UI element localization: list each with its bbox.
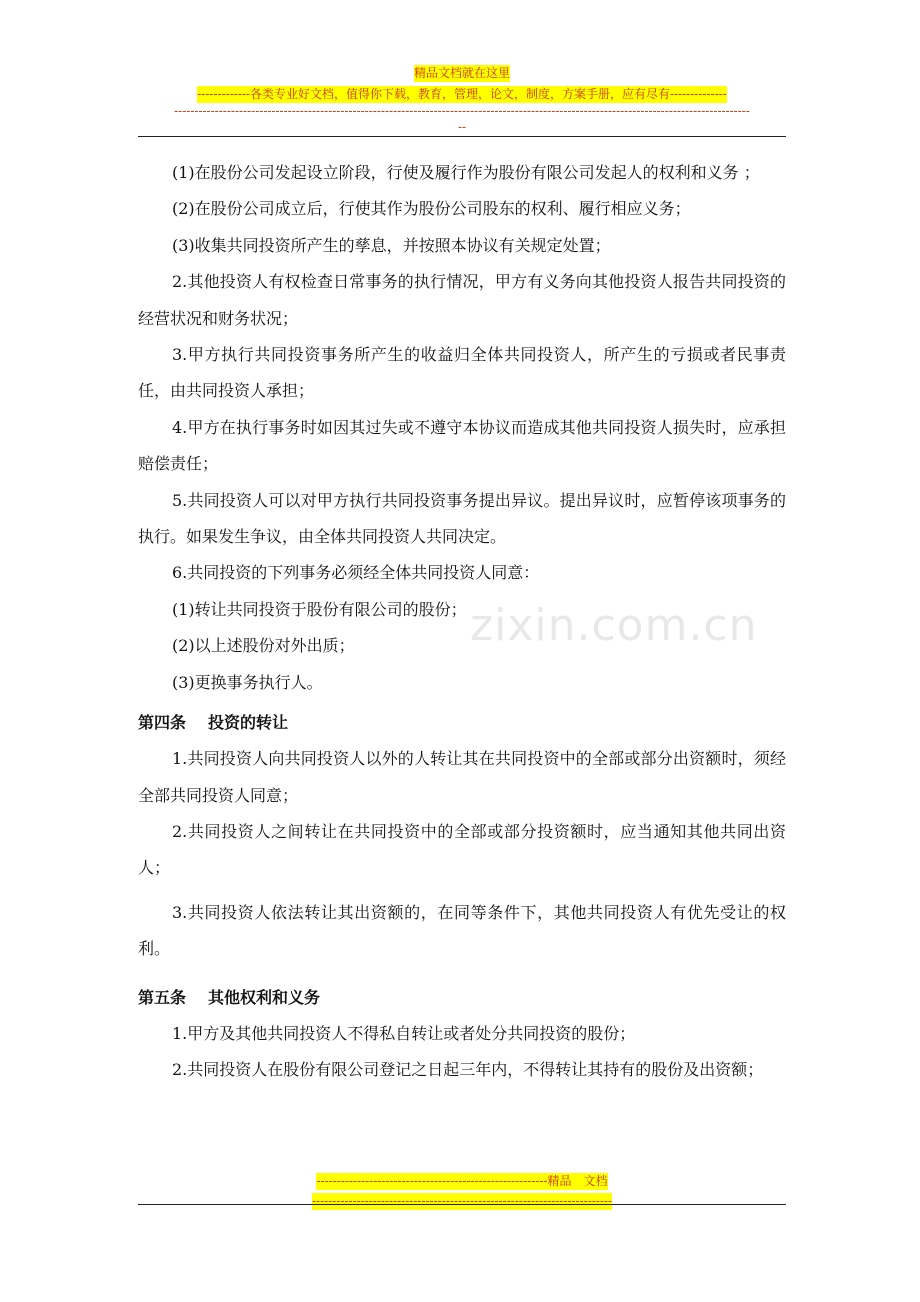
paragraph: 4.甲方在执行事务时如因其过失或不遵守本协议而造成其他共同投资人损失时，应承担赔偿责任； xyxy=(138,417,786,474)
header-rule xyxy=(138,136,786,137)
paragraph: 2.共同投资人之间转让在共同投资中的全部或部分投资额时，应当通知其他共同出资人； xyxy=(138,821,786,878)
paragraph: 3.共同投资人依法转让其出资额的，在同等条件下，其他共同投资人有优先受让的权利。 xyxy=(138,902,786,959)
footer-brand: ---------------------------------------------------------精品 文档 xyxy=(316,1174,608,1188)
document-body xyxy=(138,155,786,1088)
section-5-heading xyxy=(138,980,786,1016)
watermark-text: zixin.com.cn xyxy=(470,600,758,651)
paragraph: (1)在股份公司发起设立阶段，行使及履行作为股份有限公司发起人的权利和义务 ； xyxy=(172,163,760,182)
paragraph: (2)在股份公司成立后，行使其作为股份公司股东的权利、履行相应义务； xyxy=(172,199,691,219)
paragraph: (2)以上述股份对外出质； xyxy=(172,636,355,656)
paragraph: (1)转让共同投资于股份有限公司的股份； xyxy=(172,599,467,619)
paragraph: 1.共同投资人向共同投资人以外的人转让其在共同投资中的全部或部分出资额时，须经全部共同投资人同意； xyxy=(138,749,786,805)
section-4-heading xyxy=(138,705,786,741)
section-5-number: 第五条 xyxy=(138,987,187,1007)
paragraph: 3.甲方执行共同投资事务所产生的收益归全体共同投资人，所产生的亏损或者民事责任，由共同投资人承担； xyxy=(138,345,786,401)
paragraph: (3)更换事务执行人。 xyxy=(172,672,323,692)
page-header xyxy=(138,62,786,135)
section-4-number: 第四条 xyxy=(138,713,187,733)
section-4-title: 投资的转让 xyxy=(208,713,289,733)
footer-rule xyxy=(138,1204,786,1205)
paragraph: 5.共同投资人可以对甲方执行共同投资事务提出异议。提出异议时，应暂停该项事务的执行。如果发生争议，由全体共同投资人共同决定。 xyxy=(138,490,786,547)
paragraph: 1.甲方及其他共同投资人不得私自转让或者处分共同投资的股份； xyxy=(172,1023,636,1043)
paragraph: 6.共同投资的下列事务必须经全体共同投资人同意： xyxy=(172,563,540,583)
section-5-title: 其他权利和义务 xyxy=(208,987,321,1007)
header-title: 精品文档就在这里 xyxy=(413,66,510,80)
footer-dash-line: -------------------------------------------------------------------------- xyxy=(311,1194,613,1208)
paragraph: (3)收集共同投资所产生的孳息，并按照本协议有关规定处置； xyxy=(172,235,611,255)
header-slogan: -------------各类专业好文档，值得你下载，教育，管理，论文，制度，方案手册，应有尽有-------------- xyxy=(197,87,727,101)
header-dash-tail: -- xyxy=(457,120,467,134)
header-dash-line: ---------------------------------------------------------------------------------------------------------------------------------------------- xyxy=(174,104,750,118)
paragraph: 2.其他投资人有权检查日常事务的执行情况，甲方有义务向其他投资人报告共同投资的经营状况和财务状况； xyxy=(138,272,786,328)
paragraph: 2.共同投资人在股份有限公司登记之日起三年内，不得转让其持有的股份及出资额； xyxy=(172,1059,764,1079)
